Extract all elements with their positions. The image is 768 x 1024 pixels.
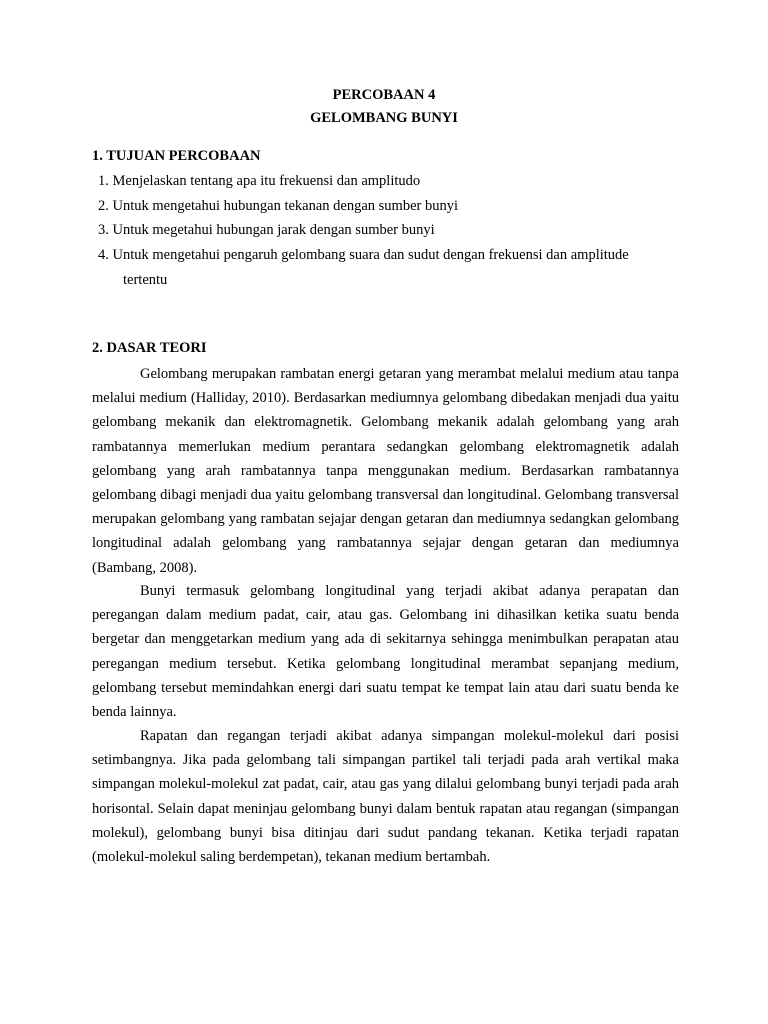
list-item: 4. Untuk mengetahui pengaruh gelombang suara dan sudut dengan frekuensi dan amplitude: [98, 247, 629, 263]
body-paragraph: Rapatan dan regangan terjadi akibat adanya simpangan molekul-molekul dari posisi setimbangnya. Jika pada gelombang tali simpangan partikel tali terjadi pada arah vertikal maka simpangan molekul-molekul zat padat, cair, atau gas yang dilalui gelombang bunyi terjadi pada arah horisontal. Selain dapat meninjau gelombang bunyi dalam bentuk rapatan atau regangan (simpangan molekul), gelombang bunyi bisa ditinjau dari sudut pandang tekanan. Ketika terjadi rapatan (molekul-molekul saling berdempetan), tekanan medium bertambah.: [92, 728, 679, 866]
list-item-continuation: tertentu: [123, 272, 168, 288]
list-item: 1. Menjelaskan tentang apa itu frekuensi dan amplitudo: [98, 173, 421, 189]
body-paragraph: Gelombang merupakan rambatan energi getaran yang merambat melalui medium atau tanpa melalui medium (Halliday, 2010). Berdasarkan mediumnya gelombang dibedakan menjadi dua yaitu gelombang mekanik dan elektromagnetik. Gelombang mekanik adalah gelombang yang arah rambatannya memerlukan medium perantara sedangkan gelombang elektromagnetik adalah gelombang yang arah rambatannya tanpa menggunakan medium. Berdasarkan rambatannya gelombang dibagi menjadi dua yaitu gelombang transversal dan longitudinal. Gelombang transversal merupakan gelombang yang rambatan sejajar dengan getaran dan mediumnya sedangkan gelombang longitudinal adalah gelombang yang rambatannya sejajar dengan getaran dan mediumnya (Bambang, 2008).: [92, 366, 679, 576]
document-title-line2: GELOMBANG BUNYI: [310, 110, 458, 126]
section-heading-tujuan: 1. TUJUAN PERCOBAAN: [92, 148, 261, 164]
list-item: 2. Untuk mengetahui hubungan tekanan dengan sumber bunyi: [98, 198, 459, 214]
list-item: 3. Untuk megetahui hubungan jarak dengan sumber bunyi: [98, 222, 435, 238]
document-title-line1: PERCOBAAN 4: [332, 87, 436, 103]
section-heading-dasar-teori: 2. DASAR TEORI: [92, 340, 207, 356]
body-paragraph: Bunyi termasuk gelombang longitudinal yang terjadi akibat adanya perapatan dan peregangan dalam medium padat, cair, atau gas. Gelombang ini dihasilkan ketika suatu benda bergetar dan menggetarkan medium yang ada di sekitarnya sehingga menimbulkan perapatan atau peregangan medium tersebut. Ketika gelombang longitudinal merambat sepanjang medium, gelombang tersebut memindahkan energi dari suatu tempat ke tempat lain atau dari suatu benda ke benda lainnya.: [92, 583, 679, 721]
